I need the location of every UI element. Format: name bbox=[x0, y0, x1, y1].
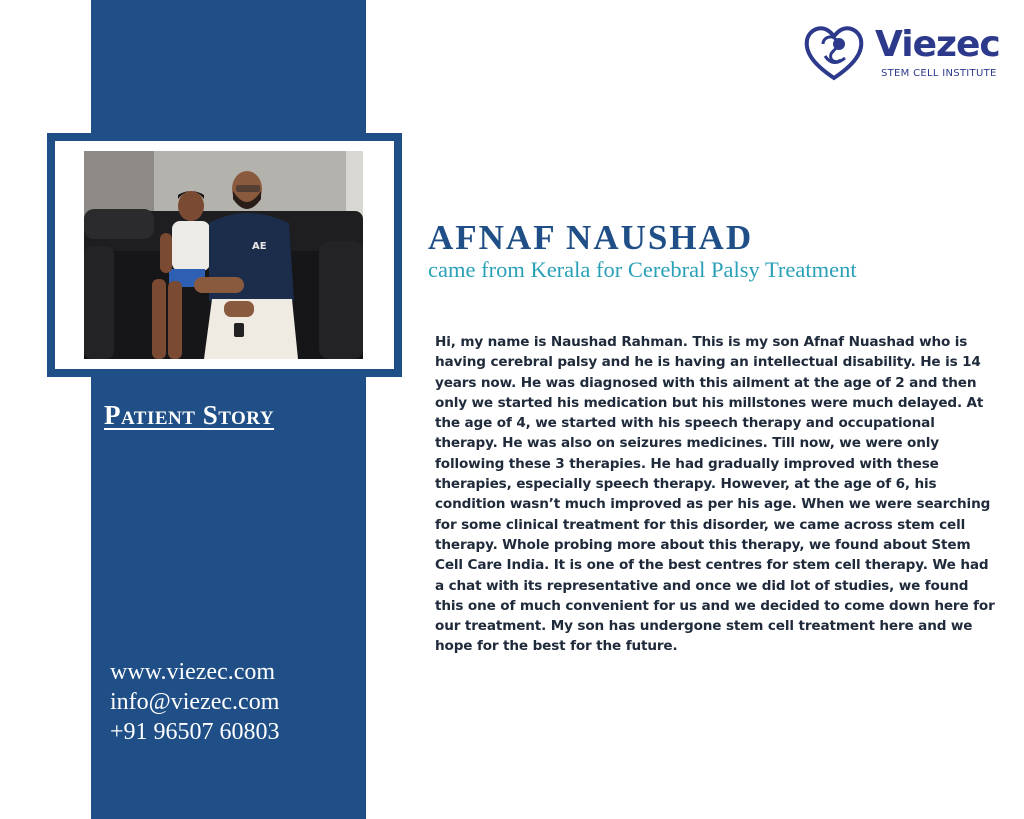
patient-photo bbox=[84, 151, 363, 359]
viezec-logo[interactable] bbox=[803, 24, 1003, 84]
logo-heart-icon bbox=[803, 24, 865, 82]
patient-name: AFNAF NAUSHAD bbox=[428, 218, 754, 257]
website-link[interactable]: www.viezec.com bbox=[110, 659, 276, 685]
patient-subtitle: came from Kerala for Cerebral Palsy Treatment bbox=[428, 257, 857, 282]
contact-info bbox=[110, 657, 280, 747]
story-text: Hi, my name is Naushad Rahman. This is my son Afnaf Nuashad who is having cerebral palsy and he is having an intellectual disability. He is 14 years now. He was diagnosed with this ailment at the age of 2 and then only we started his medication but his millstones were much delayed. At the age of 4, we started with his speech therapy and occupational therapy. He was also on seizures medicines. Till now, we were only following these 3 therapies. He had gradually improved with these therapies, especially speech therapy. However, at the age of 6, his condition wasn’t much improved as per his age. When we were searching for some clinical treatment for this disorder, we came across stem cell therapy. Whole probing more about this therapy, we found about Stem Cell Care India. It is one of the best centres for stem cell therapy. We had a chat with its representative and once we did lot of studies, we found this one of much convenient for us and we decided to come down here for our treatment. My son has undergone stem cell treatment here and we hope for the best for the future. bbox=[435, 334, 995, 655]
photo-frame bbox=[47, 133, 402, 377]
shirt-logo: AE bbox=[252, 241, 267, 252]
patient-story-heading: Patient Story bbox=[104, 400, 275, 430]
phone-number[interactable]: +91 96507 60803 bbox=[110, 719, 280, 745]
email-link[interactable]: info@viezec.com bbox=[110, 689, 280, 715]
logo-tagline: STEM CELL INSTITUTE bbox=[881, 68, 997, 79]
logo-wordmark: Viezec bbox=[875, 24, 1000, 65]
